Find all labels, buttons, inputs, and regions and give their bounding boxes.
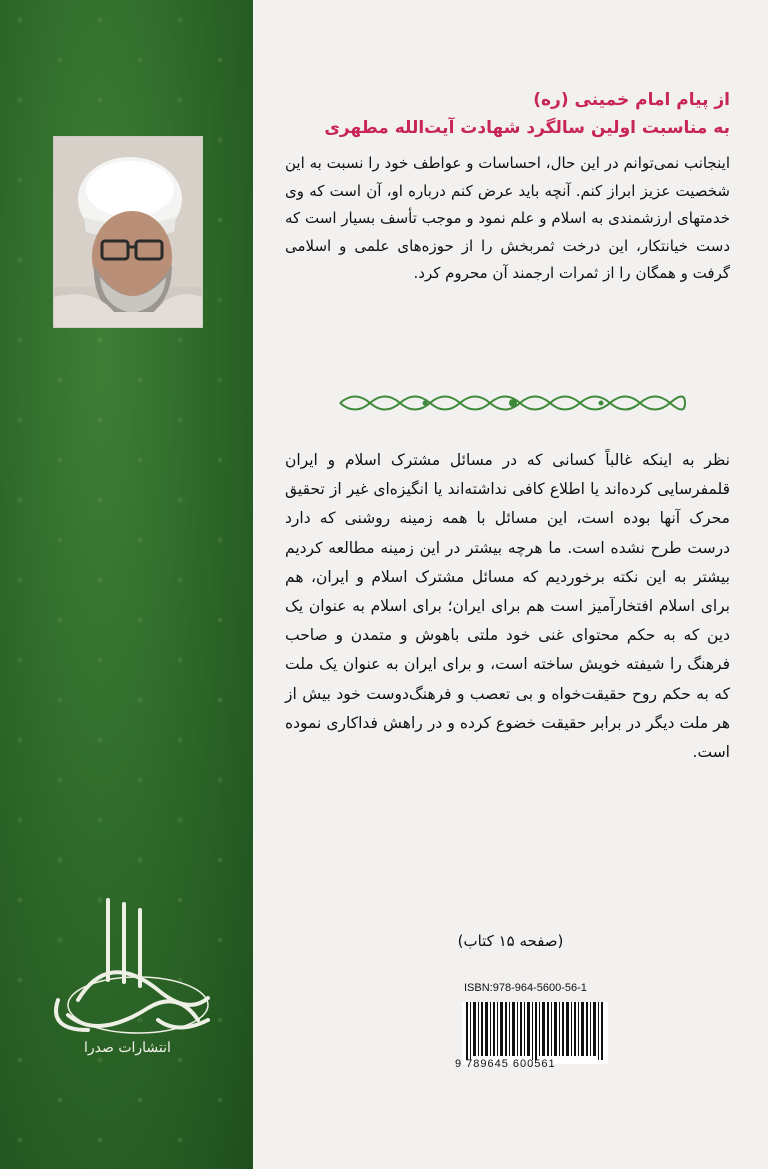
body-paragraph: نظر به اینکه غالباً کسانی که در مسائل مشترک اسلام و ایران قلمفرسایی کرده‌اند یا اطلاع کافی نداشته‌اند یا انگیزه‌ای غیر از تحقیق محرک آنها بوده است، این مسائل با همه زمینه روشنی که دارد درست طرح نشده است. ما هرچه بیشتر در این زمینه مطالعه کردیم بیشتر به این نکته برخوردیم که مسائل مشترک اسلام و ایران، هم برای اسلام افتخارآمیز است هم برای ایران؛ برای اسلام به عنوان یک دین که به حکم محتوای غنی خود ملتی باهوش و متمدن و صاحب فرهنگ را شیفته خویش ساخته است، و برای ایران به عنوان یک ملت که به حکم روح حقیقت‌خواه و بی تعصب و فرهنگ‌دوست خود بیش از هر ملت دیگر در برابر حقیقت خضوع کرده و در راهش فداکاری نموده است. xyxy=(285,451,730,762)
barcode-graphic xyxy=(462,1002,608,1064)
publisher-name: انتشارات صدرا xyxy=(84,1040,171,1056)
isbn-label: ISBN:978-964-5600-56-1 xyxy=(464,982,587,994)
barcode-number: 9 789645 600561 xyxy=(455,1058,556,1070)
heading-line-2: به مناسبت اولین سالگرد شهادت آیت‌الله مطهری xyxy=(324,118,730,138)
page-reference: (صفحه ۱۵ کتاب) xyxy=(457,932,564,950)
ornament-divider xyxy=(335,388,690,418)
quote-paragraph: اینجانب نمی‌توانم در این حال، احساسات و عواطف خود را نسبت به این شخصیت عزیز ابراز کنم. آنچه باید عرض کنم درباره او، آن است که وی خدمتهای ارزشمندی به اسلام و علم نمود و موجب تأسف بسیار است که دست خیانتکار، این درخت ثمربخش را از حوزه‌های علمی و اسلامی گرفت و همگان را از ثمرات ارجمند آن محروم کرد. xyxy=(285,154,730,282)
author-portrait xyxy=(53,136,203,328)
green-spine-panel xyxy=(0,0,253,1169)
heading-line-1: از پیام امام خمینی (ره) xyxy=(533,90,730,110)
